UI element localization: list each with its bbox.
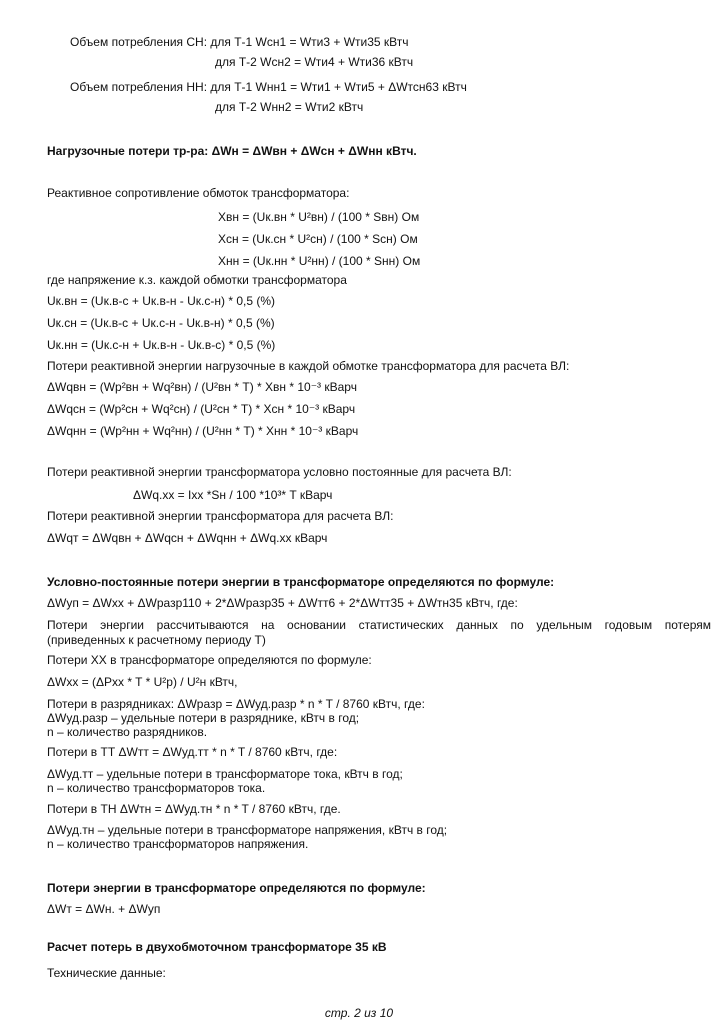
formula: ΔWqт = ΔWqвн + ΔWqсн + ΔWqнн + ΔWq.xx кВарч bbox=[47, 531, 328, 545]
text-line: Реактивное сопротивление обмоток трансформатора: bbox=[47, 186, 350, 200]
text-line: Потери в ТН ΔWтн = ΔWуд.тн * n * T / 8760 кВтч, где. bbox=[47, 802, 341, 816]
formula: Uк.сн = (Uк.в-с + Uк.с-н - Uк.в-н) * 0,5 (%) bbox=[47, 316, 275, 330]
formula: ΔWxx = (ΔPxx * T * U²p) / U²н кВтч, bbox=[47, 675, 238, 689]
text-line: для Т-2 Wнн2 = Wти2 кВтч bbox=[215, 100, 364, 114]
text-line: ΔWуд.тн – удельные потери в трансформаторе напряжения, кВтч в год; bbox=[47, 823, 448, 837]
section-heading: Условно-постоянные потери энергии в трансформаторе определяются по формуле: bbox=[47, 575, 555, 589]
text-line: Потери ХХ в трансформаторе определяются по формуле: bbox=[47, 653, 372, 667]
text-line: Потери реактивной энергии нагрузочные в каждой обмотке трансформатора для расчета ВЛ: bbox=[47, 359, 570, 373]
text-line: n – количество трансформаторов напряжения. bbox=[47, 837, 309, 851]
formula: Uк.вн = (Uк.в-с + Uк.в-н - Uк.с-н) * 0,5 (%) bbox=[47, 294, 276, 308]
text-line: Потери в ТТ ΔWтт = ΔWуд.тт * n * T / 8760 кВтч, где: bbox=[47, 745, 338, 759]
text-line: Технические данные: bbox=[47, 966, 166, 980]
formula: Xсн = (Uк.сн * U²сн) / (100 * Sсн) Ом bbox=[218, 232, 418, 246]
text-line: ΔWуд.тт – удельные потери в трансформаторе тока, кВтч в год; bbox=[47, 767, 403, 781]
text-line: Объем потребления СН: для Т-1 Wсн1 = Wти3 + Wти35 кВтч bbox=[70, 35, 409, 49]
text-line: где напряжение к.з. каждой обмотки трансформатора bbox=[47, 273, 347, 287]
section-heading: Расчет потерь в двухобмоточном трансформаторе 35 кВ bbox=[47, 940, 387, 954]
text-line: Потери энергии рассчитываются на основании статистических данных по удельным годовым потерям bbox=[47, 618, 711, 632]
text-line: n – количество разрядников. bbox=[47, 725, 208, 739]
formula: ΔWqнн = (Wp²нн + Wq²нн) / (U²нн * T) * Xнн * 10⁻³ кВарч bbox=[47, 424, 359, 438]
formula: ΔWqсн = (Wp²сн + Wq²сн) / (U²сн * T) * Xсн * 10⁻³ кВарч bbox=[47, 402, 356, 416]
formula: Xнн = (Uк.нн * U²нн) / (100 * Sнн) Ом bbox=[218, 254, 421, 268]
text-line: Потери в разрядниках: ΔWразр = ΔWуд.разр * n * T / 8760 кВтч, где: bbox=[47, 697, 425, 711]
text-line: Потери реактивной энергии трансформатора условно постоянные для расчета ВЛ: bbox=[47, 465, 512, 479]
page-footer: стр. 2 из 10 bbox=[324, 1006, 394, 1020]
formula: ΔWт = ΔWн. + ΔWуп bbox=[47, 902, 161, 916]
text-line: (приведенных к расчетному периоду Т) bbox=[47, 633, 266, 647]
formula: ΔWq.xx = Ixx *Sн / 100 *10³* T кВарч bbox=[133, 488, 333, 502]
text-line: ΔWуд.разр – удельные потери в разряднике, кВтч в год; bbox=[47, 711, 360, 725]
text-line: Объем потребления НН: для Т-1 Wнн1 = Wти1 + Wти5 + ΔWтсн63 кВтч bbox=[70, 80, 467, 94]
section-heading: Потери энергии в трансформаторе определяются по формуле: bbox=[47, 881, 426, 895]
section-heading: Нагрузочные потери тр-ра: ΔWн = ΔWвн + ΔWсн + ΔWнн кВтч. bbox=[47, 144, 417, 158]
text-line: n – количество трансформаторов тока. bbox=[47, 781, 266, 795]
formula: Uк.нн = (Uк.с-н + Uк.в-н - Uк.в-с) * 0,5 (%) bbox=[47, 338, 276, 352]
text-line: Потери реактивной энергии трансформатора для расчета ВЛ: bbox=[47, 509, 394, 523]
formula: ΔWqвн = (Wp²вн + Wq²вн) / (U²вн * T) * Xвн * 10⁻³ кВарч bbox=[47, 380, 357, 394]
formula: ΔWуп = ΔWxx + ΔWразр110 + 2*ΔWразр35 + ΔWтт6 + 2*ΔWтт35 + ΔWтн35 кВтч, где: bbox=[47, 596, 518, 610]
text-line: для Т-2 Wсн2 = Wти4 + Wти36 кВтч bbox=[215, 55, 414, 69]
formula: Xвн = (Uк.вн * U²вн) / (100 * Sвн) Ом bbox=[218, 210, 420, 224]
